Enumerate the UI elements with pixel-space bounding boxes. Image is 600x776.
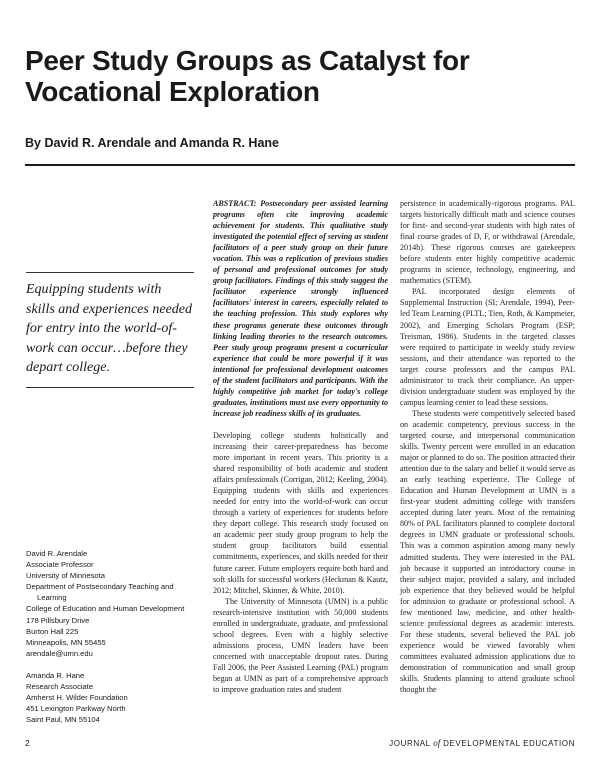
author2-street: 451 Lexington Parkway North bbox=[26, 704, 126, 714]
author1-street: 178 Pillsbury Drive bbox=[26, 615, 90, 625]
author1-building: Burton Hall 225 bbox=[26, 626, 79, 636]
pull-quote bbox=[26, 272, 194, 388]
author2-name: Amanda R. Hane bbox=[26, 670, 85, 680]
journal-name-part: JOURNAL bbox=[389, 739, 431, 748]
journal-name bbox=[389, 738, 575, 748]
author-affiliations bbox=[26, 548, 206, 725]
author1-university: University of Minnesota bbox=[26, 571, 105, 581]
body-paragraph: PAL incorporated design elements of Supplemental Instruction (SI; Arendale, 1994), Peer-led Team Learning (PLTL; Tien, Roth, & Kampmeier, 2002), and Emerging Scholars Program (ESP; Treisman, 1986). Students in the targeted classes were required to participate in weekly study review sessions, and their attendance was reported to the target course professors and the campus PAL administrator to track their compliance. An upper-division undergraduate student was employed by the campus learning center to lead these sessions. bbox=[400, 287, 575, 407]
page-number: 2 bbox=[25, 738, 30, 748]
author2-city: Saint Paul, MN 55104 bbox=[26, 715, 100, 725]
body-paragraph: persistence in academically-rigorous programs. PAL targets historically difficult math and science courses for first- and second-year students with high rates of final course grades of D, F, or withdrawal (Arendale, 2014b). These rigorous courses are gatekeepers before students enter highly competitive academic programs in science, technology, engineering, and mathematics (STEM). bbox=[400, 199, 575, 286]
author1-email: arendale@umn.edu bbox=[26, 648, 93, 658]
author1-department: Department of Postsecondary Teaching and bbox=[26, 582, 174, 592]
article-title bbox=[25, 45, 585, 107]
journal-name-of: of bbox=[433, 738, 441, 748]
pull-quote-line: depart college. bbox=[26, 360, 110, 375]
author1-title: Associate Professor bbox=[26, 560, 94, 570]
abstract: ABSTRACT: Postsecondary peer assisted learning programs often cite improving academic achievement for students. This qualitative study investigated the potential effect of serving as student facilitators of a peer study group on their future vocation. This was a replication of previous studies of personal and professional outcomes for study group facilitators. Findings of this study suggest the facilitator experience strongly influenced facilitators' interest in careers, especially related to the teaching profession. This study explores why these programs generate these outcomes through linking leading theories to the research outcomes. Peer study group programs present a cocurricular experience that could be more powerful if it was intentional for professional development outcomes of the student facilitators and participants. With the highly competitive job market for today's college graduates, institutions must use every opportunity to increase job readiness skills of its graduates. bbox=[213, 199, 388, 418]
author2-organization: Amherst H. Wilder Foundation bbox=[26, 693, 128, 703]
text-column-right bbox=[400, 198, 575, 695]
text-column-middle bbox=[213, 198, 388, 695]
affiliation-spacer bbox=[26, 659, 206, 670]
pull-quote-line: Equipping students with bbox=[26, 282, 162, 297]
body-paragraph: These students were competitively selected based on academic competency, previous success in the targeted course, and interpersonal communication skills. Twenty percent were enrolled in an education major or planned to do so. The position attracted their attention due to the salary and belief it would serve as an early teaching experience. The College of Education and Human Development at UMN is a first-year student admitting college with transfers accepted during later years. Most of the remaining 80% of PAL facilitators planned to complete doctoral degrees in UMN graduate or professional schools. This was a common aspiration among many newly admitted students. They were interested in the PAL job because it supported an introductory course in their subject major, provided a salary, and included job experience that they believed would be helpful for admission to graduate or professional school. A few mentioned law, medicine, and other health-science professional degrees as academic interests. For these students, several believed the PAL job experience would be viewed favorably when committees evaluated admission applications due to demonstration of communication and small group skills. Students planning to attend graduate school thought the bbox=[400, 408, 575, 695]
article-title-line-2: Vocational Exploration bbox=[25, 76, 320, 107]
body-paragraph: The University of Minnesota (UMN) is a public research-intensive institution with 50,000 students enrolled in undergraduate, graduate, and professional school degrees. Even with a highly selective admissions process, UMN leaders have been concerned with unacceptable dropout rates. During Fall 2006, the Peer Assisted Learning (PAL) program began at UMN as part of a comprehensive approach to improve graduation rates and student bbox=[213, 596, 388, 695]
author1-city: Minneapolis, MN 55455 bbox=[26, 637, 106, 647]
author1-name: David R. Arendale bbox=[26, 549, 88, 558]
byline: By David R. Arendale and Amanda R. Hane bbox=[25, 136, 279, 150]
pull-quote-line: skills and experiences needed bbox=[26, 301, 192, 317]
pull-quote-line: for entry into the world-of- bbox=[26, 321, 177, 336]
author2-title: Research Associate bbox=[26, 682, 94, 692]
body-paragraph: Developing college students holistically and increasing their career-preparedness has become more important in recent years. This priority is a shared responsibility of both academic and student affairs professionals (Corrigan, 2012; Keeling, 2004). Equipping students with skills and experiences needed for entry into the world-of-work can occur through a variety of experiences for students before they depart college. This research study focused on an academic peer study group program to help the student group facilitators build essential commitments, experiences, and skills needed for their future career. Future employers require both hard and soft skills for successful workers (Heckman & Kautz, 2012; Mitchel, Skinner, & White, 2010). bbox=[213, 430, 388, 595]
journal-name-part: DEVELOPMENTAL EDUCATION bbox=[443, 739, 575, 748]
title-divider bbox=[25, 164, 575, 166]
author1-college: College of Education and Human Development bbox=[26, 604, 185, 614]
author1-department-cont: Learning bbox=[37, 593, 67, 603]
pull-quote-line: work can occur…before they bbox=[26, 340, 188, 356]
article-title-line-1: Peer Study Groups as Catalyst for bbox=[25, 45, 470, 76]
